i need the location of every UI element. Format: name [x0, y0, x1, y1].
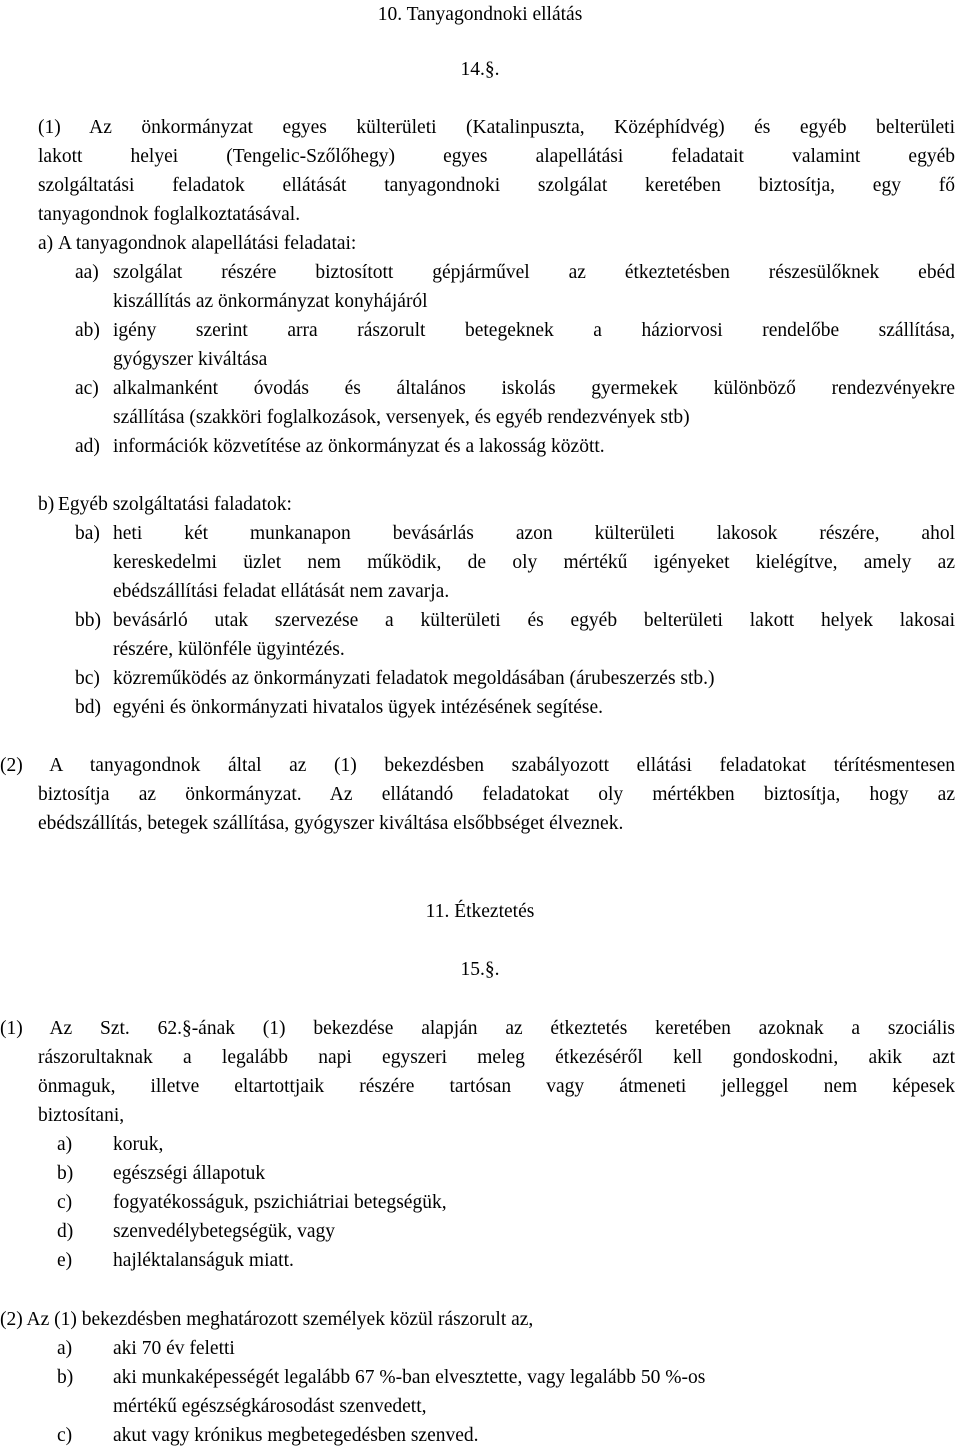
item-ab-text: gyógyszer kiváltása [113, 349, 268, 370]
paragraph-14-number: 14.§. [460, 59, 500, 80]
list2-item-text: mértékű egészségkárosodást szenvedett, [113, 1396, 427, 1417]
item-bb-text: bevásárló utak szervezése a külterületi és egyéb belterületi lakott helyek lakosai [113, 610, 955, 631]
list-a-title: A tanyagondnok alapellátási feladatai: [58, 233, 357, 254]
item-aa-text: szolgálat részére biztosított gépjárművel az étkeztetésben részesülőknek ebéd [113, 262, 955, 283]
s10-p2-line: biztosítja az önkormányzat. Az ellátandó feladatokat oly mértékben biztosítja, hogy az [38, 784, 955, 805]
section-10-heading: 10. Tanyagondnoki ellátás [377, 4, 583, 25]
list2-item-label: c) [57, 1425, 73, 1446]
paragraph-15-number: 15.§. [460, 959, 500, 980]
list1-item-text: egészségi állapotuk [113, 1163, 266, 1184]
s11-p1-line: (1) Az Szt. 62.§-ának (1) bekezdése alapján az étkeztetés keretében azoknak a szociális [0, 1018, 955, 1039]
item-bb-text: részére, különféle ügyintézés. [113, 639, 345, 660]
item-ad-text: információk közvetítése az önkormányzat és a lakosság között. [113, 436, 605, 457]
list1-item-text: koruk, [113, 1134, 164, 1155]
item-ba-text: heti két munkanapon bevásárlás azon külterületi lakosok részére, ahol [113, 523, 955, 544]
list1-item-label: c) [57, 1192, 73, 1213]
list-a-label: a) [38, 233, 54, 254]
item-ac-text: szállítása (szakköri foglalkozások, versenyek, és egyéb rendezvények stb) [113, 407, 690, 428]
item-bd-text: egyéni és önkormányzati hivatalos ügyek intézésének segítése. [113, 697, 604, 718]
list2-item-text: aki munkaképességét legalább 67 %-ban elvesztette, vagy legalább 50 %-os [113, 1367, 706, 1388]
list1-item-text: fogyatékosságuk, pszichiátriai betegségük, [113, 1192, 447, 1213]
item-ad-label: ad) [75, 436, 100, 457]
list1-item-text: hajléktalanságuk miatt. [113, 1250, 294, 1271]
list1-item-label: e) [57, 1250, 73, 1271]
list-b-label: b) [38, 494, 55, 515]
s11-p1-line: biztosítani, [38, 1105, 125, 1126]
list2-item-text: aki 70 év feletti [113, 1338, 235, 1359]
list1-item-label: d) [57, 1221, 74, 1242]
s10-p1-line: tanyagondnok foglalkoztatásával. [38, 204, 301, 225]
list2-item-label: b) [57, 1367, 74, 1388]
item-bc-label: bc) [75, 668, 100, 689]
s10-p1-line: szolgáltatási feladatok ellátását tanyagondnoki szolgálat keretében biztosítja, egy fő [38, 175, 955, 196]
item-ba-text: kereskedelmi üzlet nem működik, de oly mértékű igényeket kielégítve, amely az [113, 552, 955, 573]
item-ba-label: ba) [75, 523, 100, 544]
item-bd-label: bd) [75, 697, 101, 718]
s10-p1-line: lakott helyei (Tengelic-Szőlőhegy) egyes alapellátási feladatait valamint egyéb [38, 146, 955, 167]
s11-p1-line: rászorultaknak a legalább napi egyszeri meleg étkezéséről kell gondoskodni, akik azt [38, 1047, 955, 1068]
section-11-heading: 11. Étkeztetés [425, 901, 535, 922]
list1-item-label: a) [57, 1134, 73, 1155]
s11-p1-line: önmaguk, illetve eltartottjaik részére tartósan vagy átmeneti jelleggel nem képesek [38, 1076, 955, 1097]
s10-p1-line: (1) Az önkormányzat egyes külterületi (Katalinpuszta, Középhídvég) és egyéb belterületi [38, 117, 955, 138]
s10-p2-line: (2) A tanyagondnok által az (1) bekezdésben szabályozott ellátási feladatokat térítésmentesen [0, 755, 955, 776]
item-bc-text: közreműködés az önkormányzati feladatok megoldásában (árubeszerzés stb.) [113, 668, 715, 689]
s11-p2: (2) Az (1) bekezdésben meghatározott személyek közül rászorult az, [0, 1309, 534, 1330]
list-b-title: Egyéb szolgáltatási faladatok: [58, 494, 292, 515]
item-aa-text: kiszállítás az önkormányzat konyhájáról [113, 291, 428, 312]
s10-p2-line: ebédszállítás, betegek szállítása, gyógyszer kiváltása elsőbbséget élveznek. [38, 813, 624, 834]
item-ba-text: ebédszállítási feladat ellátását nem zavarja. [113, 581, 450, 602]
item-ac-label: ac) [75, 378, 99, 399]
list2-item-text: akut vagy krónikus megbetegedésben szenved. [113, 1425, 479, 1446]
item-ab-text: igény szerint arra rászorult betegeknek a háziorvosi rendelőbe szállítása, [113, 320, 955, 341]
list2-item-label: a) [57, 1338, 73, 1359]
list1-item-text: szenvedélybetegségük, vagy [113, 1221, 336, 1242]
list1-item-label: b) [57, 1163, 74, 1184]
item-aa-label: aa) [75, 262, 99, 283]
item-bb-label: bb) [75, 610, 101, 631]
item-ac-text: alkalmanként óvodás és általános iskolás gyermekek különböző rendezvényekre [113, 378, 955, 399]
item-ab-label: ab) [75, 320, 100, 341]
